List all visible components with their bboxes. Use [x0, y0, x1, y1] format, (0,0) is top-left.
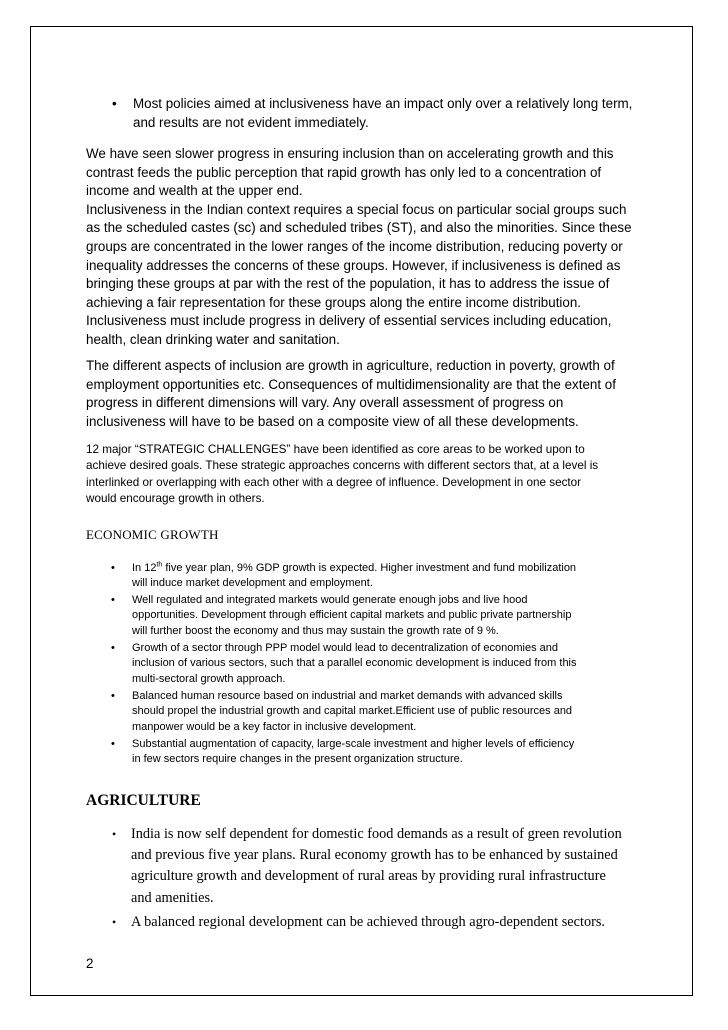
text-line: will induce market development and employment.: [132, 577, 373, 590]
bullet-icon: •: [112, 915, 117, 929]
text-line: A balanced regional development can be achieved through agro-dependent sectors.: [131, 914, 605, 930]
text-line: achieving a fair representation for these groups along the entire income distribution.: [86, 294, 582, 310]
text-line: will further boost the economy and thus may sustain the growth rate of 9 %.: [132, 624, 499, 637]
text-line: agriculture growth and development of rural areas by providing rural infrastructure: [131, 868, 606, 885]
text-line: We have seen slower progress in ensuring inclusion than on accelerating growth and this: [86, 146, 614, 161]
list-item: [86, 912, 656, 934]
list-item: [86, 593, 656, 640]
econ-b1-rest: five year plan, 9% GDP growth is expected. Higher investment and fund mobilization: [162, 562, 577, 574]
bullet-icon: •: [111, 594, 115, 606]
text-line: income and wealth at the upper end.: [86, 183, 303, 199]
bullet-icon: •: [111, 738, 115, 750]
text-line: The different aspects of inclusion are growth in agriculture, reduction in poverty, growth of: [86, 358, 615, 373]
text-line: Growth of a sector through PPP model would lead to decentralization of economies and: [132, 642, 558, 654]
text-line: bringing these groups at par with the rest of the population, it has to address the issue of: [86, 276, 610, 292]
text-line: Inclusiveness must include progress in delivery of essential services including education,: [86, 313, 612, 329]
text-line: groups are concentrated in the lower ranges of the income distribution, reducing poverty or: [86, 238, 623, 254]
text-line: inclusion of various sectors, such that a parallel economic development is induced from this: [132, 657, 577, 670]
text-line: Substantial augmentation of capacity, large-scale investment and higher levels of efficiency: [132, 738, 575, 750]
bullet-icon: •: [112, 827, 117, 841]
text-line: India is now self dependent for domestic food demands as a result of green revolution: [131, 826, 622, 842]
bullet-icon: •: [112, 96, 117, 111]
text-line: manpower would be a key factor in inclusive development.: [132, 720, 417, 733]
text-line: inequality addresses the concerns of these groups. However, if inclusiveness is defined as: [86, 257, 621, 273]
top-bullet-text: Most policies aimed at inclusiveness have an impact only over a relatively long term, and results are not evident immediately.: [133, 96, 633, 130]
bullet-icon: •: [111, 642, 115, 654]
text-line: would encourage growth in others.: [86, 492, 265, 506]
page-number: 2: [86, 956, 94, 971]
bullet-icon: •: [111, 690, 115, 702]
text-line: [132, 561, 656, 576]
text-line: multi-sectoral growth approach.: [132, 672, 286, 685]
list-item: [86, 641, 656, 688]
text-line: achieve desired goals. These strategic approaches concerns with different sectors that, at a level is: [86, 459, 599, 473]
text-line: and amenities.: [131, 889, 214, 906]
text-line: Inclusiveness in the Indian context requires a special focus on particular social groups such: [86, 201, 627, 217]
superscript-th: th: [156, 561, 163, 569]
paragraph-inclusion: [86, 145, 666, 350]
text-line: interlinked or overlapping with each other with a degree of influence. Development in one sector: [86, 475, 582, 489]
text-line: should propel the industrial growth and capital market.Efficient use of public resources and: [132, 705, 573, 718]
text-line: progress in different dimensions will vary. Any overall assessment of progress on: [86, 395, 564, 411]
text-line: 12 major “STRATEGIC CHALLENGES” have been identified as core areas to be worked upon to: [86, 443, 585, 456]
text-line: health, clean drinking water and sanitation.: [86, 331, 340, 347]
text-line: employment opportunities etc. Consequences of multidimensionality are that the extent of: [86, 376, 616, 392]
economic-bullet-list: [86, 561, 656, 768]
paragraph-challenges: [86, 442, 666, 508]
section-heading-economic-growth: ECONOMIC GROWTH: [86, 527, 219, 542]
list-item: [86, 689, 656, 736]
section-heading-agriculture: AGRICULTURE: [86, 792, 201, 809]
text-line: inclusiveness will have to be based on a composite view of all these developments.: [86, 413, 579, 429]
list-item: [86, 561, 656, 592]
text-line: as the scheduled castes (sc) and scheduled tribes (ST), and also the minorities. Since these: [86, 220, 632, 236]
text-line: Balanced human resource based on industrial and market demands with advanced skills: [132, 690, 563, 702]
text-line: in few sectors require changes in the present organization structure.: [132, 753, 463, 766]
text-line: opportunities. Development through efficient capital markets and public private partnership: [132, 609, 572, 622]
text-line: and previous five year plans. Rural economy growth has to be enhanced by sustained: [131, 847, 618, 864]
text-line: Well regulated and integrated markets would generate enough jobs and live hood: [132, 594, 528, 606]
top-bullet: [86, 95, 646, 135]
agriculture-bullet-list: [86, 824, 656, 934]
bullet-icon: •: [111, 562, 115, 574]
list-item: [86, 737, 656, 768]
list-item: [86, 824, 656, 909]
text-line: contrast feeds the public perception that rapid growth has only led to a concentration of: [86, 164, 602, 180]
paragraph-aspects: [86, 357, 666, 431]
econ-b1-pre: In 12: [132, 562, 157, 574]
